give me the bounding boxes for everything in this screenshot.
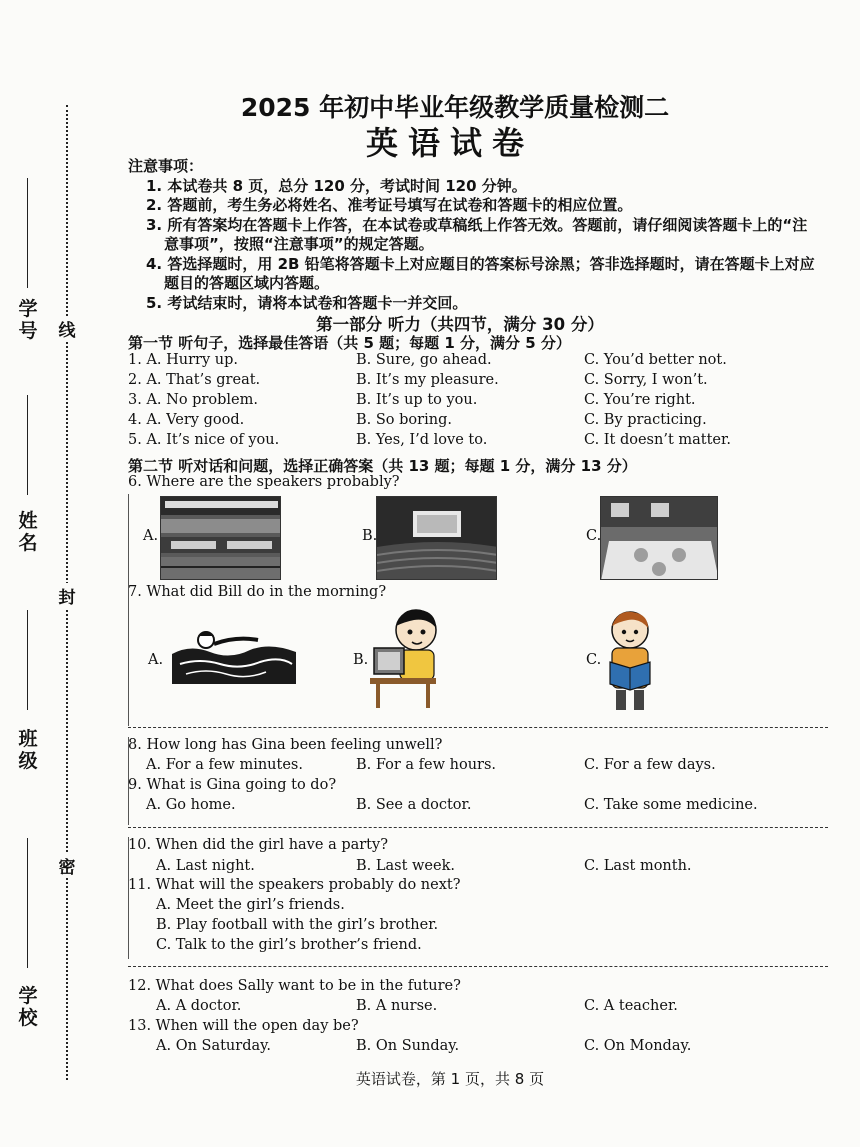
reading-boy-image [600,606,660,720]
question-7: 7. What did Bill do in the morning? [128,584,387,600]
q13-option-b: B. On Sunday. [356,1038,460,1054]
school-label: 学校 [18,985,38,1029]
notes-item: 1. 本试卷共 8 页，总分 120 分，考试时间 120 分钟。 [146,176,527,195]
q7-option-c: C. [586,652,602,668]
question-row [128,372,828,392]
notes-item: 3. 所有答案均在答题卡上作答，在本试卷或草稿纸上作答无效。答题前，请仔细阅读答题卡上的“注意事项”，按照“注意事项”的规定答题。 [146,215,808,253]
cinema-image [376,496,497,580]
question-6: 6. Where are the speakers probably? [128,474,400,490]
q8-option-c: C. For a few days. [584,757,716,773]
stadium-image [160,496,281,580]
option-a: 1. A. Hurry up. [128,352,239,368]
q9-option-a: A. Go home. [146,797,236,813]
q10-option-b: B. Last week. [356,858,455,874]
section-bracket [128,737,129,825]
question-11: 11. What will the speakers probably do next? [128,877,461,893]
binding-margin [0,0,120,1147]
notes-item: 2. 答题前，考生务必将姓名、准考证号填写在试卷和答题卡的相应位置。 [146,196,633,214]
q7-option-b: B. [353,652,369,668]
student-id-line [27,178,28,288]
option-a: 3. A. No problem. [128,392,258,408]
option-b: B. It’s my pleasure. [356,372,499,388]
q12-option-a: A. A doctor. [156,998,242,1014]
name-line [27,395,28,495]
question-8: 8. How long has Gina been feeling unwell? [128,737,443,753]
question-10: 10. When did the girl have a party? [128,837,388,853]
q6-option-b: B. [362,528,378,544]
option-c: C. By practicing. [584,412,707,428]
name-label: 姓名 [18,510,38,554]
notes-block [128,157,818,313]
divider-line [128,827,828,828]
q6-option-c: C. [586,528,602,544]
notes-title: 注意事项： [128,157,204,175]
class-label: 班级 [18,728,38,772]
question-row [128,432,828,452]
exam-title: 2025 年初中毕业年级教学质量检测二 [240,93,670,122]
q9-option-c: C. Take some medicine. [584,797,758,813]
q10-option-c: C. Last month. [584,858,692,874]
option-a: 2. A. That’s great. [128,372,261,388]
subject-title: 英语试卷 [365,124,534,162]
part1-title: 第一部分 听力（共四节，满分 30 分） [316,315,604,334]
seal-line-char: 线 [56,316,78,341]
q7-option-a: A. [148,652,164,668]
q13-option-a: A. On Saturday. [156,1038,272,1054]
q11-option-c: C. Talk to the girl’s brother’s friend. [156,937,422,953]
section-bracket [128,837,129,959]
seal-secret-char: 密 [56,853,78,878]
option-c: C. You’re right. [584,392,696,408]
option-b: B. So boring. [356,412,452,428]
q9-option-b: B. See a doctor. [356,797,472,813]
q8-option-b: B. For a few hours. [356,757,497,773]
divider-line [128,727,828,728]
notes-item: 4. 答选择题时，用 2B 铅笔将答题卡上对应题目的答案标号涂黑；答非选择题时，请在答题卡上对应题目的答题区域内答题。 [146,254,815,292]
q11-option-b: B. Play football with the girl’s brother. [156,917,439,933]
seal-seal-char: 封 [56,583,78,608]
question-9: 9. What is Gina going to do? [128,777,337,793]
option-b: B. Yes, I’d love to. [356,432,488,448]
question-12: 12. What does Sally want to be in the future? [128,978,461,994]
restaurant-image [600,496,718,580]
section-bracket [128,494,129,726]
question-row [128,412,828,432]
q11-option-a: A. Meet the girl’s friends. [156,897,345,913]
q6-option-a: A. [143,528,159,544]
option-a: 5. A. It’s nice of you. [128,432,280,448]
section1-title: 第一节 听句子，选择最佳答语（共 5 题；每题 1 分，满分 5 分） [128,334,571,352]
notes-item: 5. 考试结束时，请将本试卷和答题卡一并交回。 [146,293,468,312]
q10-option-a: A. Last night. [156,858,255,874]
q13-option-c: C. On Monday. [584,1038,692,1054]
question-row [128,352,828,372]
page-footer: 英语试卷，第 1 页，共 8 页 [355,1070,545,1088]
q12-option-b: B. A nurse. [356,998,438,1014]
divider-line [128,966,828,967]
option-c: C. It doesn’t matter. [584,432,731,448]
computer-boy-image [370,604,446,714]
question-row [128,392,828,412]
swimming-image [170,624,298,690]
question-13: 13. When will the open day be? [128,1018,359,1034]
option-b: B. Sure, go ahead. [356,352,492,368]
q12-option-c: C. A teacher. [584,998,678,1014]
option-c: C. You’d better not. [584,352,727,368]
class-line [27,610,28,710]
student-id-label: 学号 [18,298,38,342]
section2-title: 第二节 听对话和问题，选择正确答案（共 13 题；每题 1 分，满分 13 分） [128,457,637,475]
option-b: B. It’s up to you. [356,392,478,408]
option-a: 4. A. Very good. [128,412,245,428]
school-line [27,838,28,968]
q8-option-a: A. For a few minutes. [146,757,303,773]
option-c: C. Sorry, I won’t. [584,372,708,388]
